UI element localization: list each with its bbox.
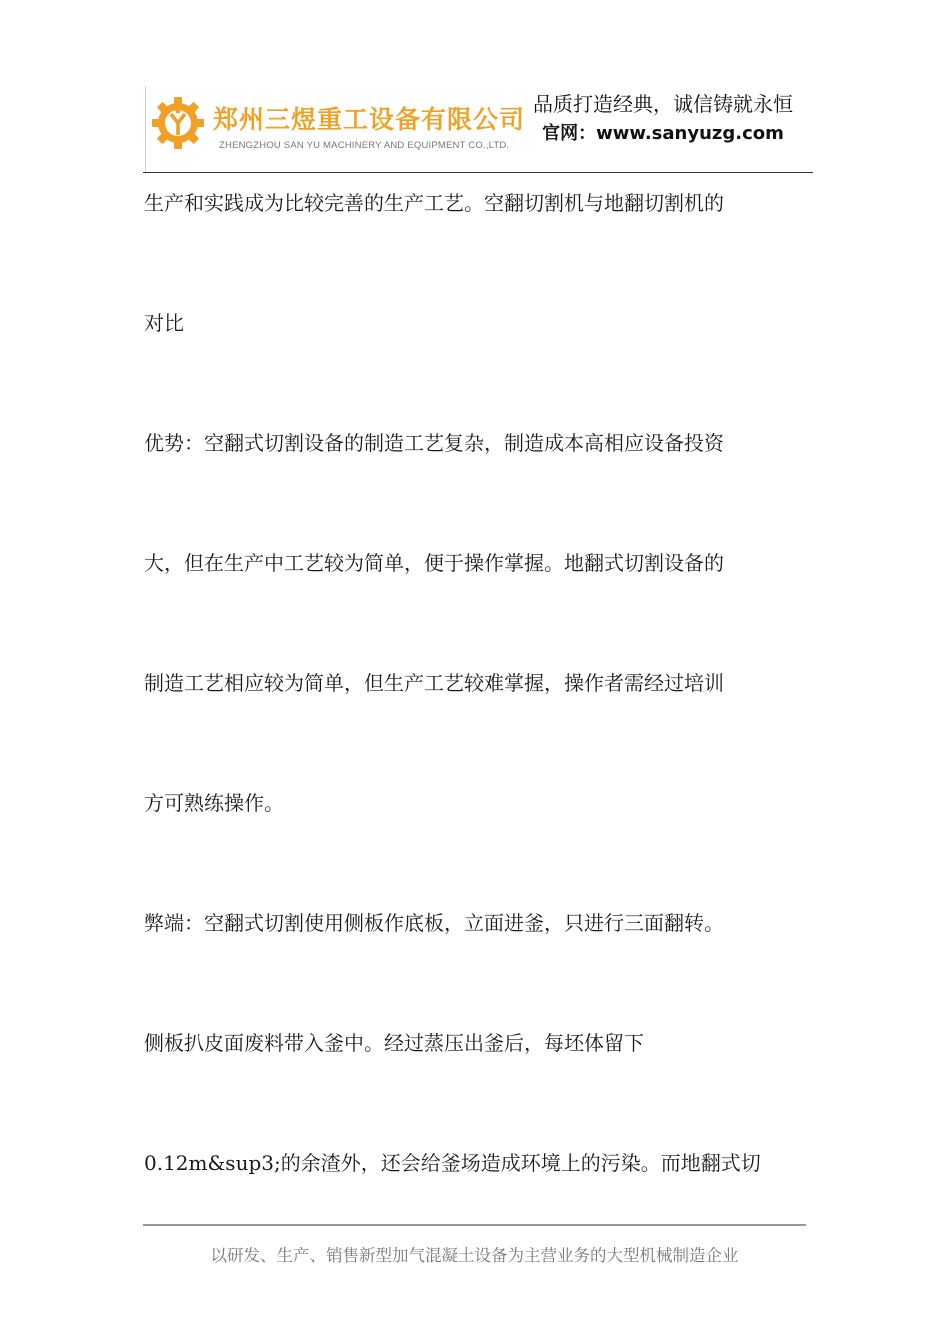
- slogan-text: 品质打造经典，诚信铸就永恒: [533, 92, 793, 116]
- footer-rule: [143, 1224, 806, 1226]
- website-text: 官网：www.sanyuzg.com: [542, 123, 784, 144]
- body-line: 大，但在生产中工艺较为简单，便于操作掌握。地翻式切割设备的: [144, 551, 724, 575]
- body-line: 弊端：空翻式切割使用侧板作底板，立面进釜，只进行三面翻转。: [144, 911, 724, 935]
- page-header: [143, 86, 813, 172]
- body-line: 方可熟练操作。: [144, 791, 284, 815]
- company-name-en: ZHENGZHOU SAN YU MACHINERY AND EQUIPMENT CO.,LTD.: [219, 140, 510, 151]
- company-logo: [143, 86, 526, 172]
- gear-logo-icon: [151, 96, 205, 150]
- document-body: [144, 186, 814, 1266]
- company-name-cn: 郑州三煜重工设备有限公司: [213, 105, 526, 134]
- header-slogan-block: [515, 90, 811, 166]
- body-line: 侧板扒皮面废料带入釜中。经过蒸压出釜后，每坯体留下: [144, 1031, 644, 1055]
- body-line: 生产和实践成为比较完善的生产工艺。空翻切割机与地翻切割机的: [144, 191, 724, 215]
- header-rule: [143, 172, 813, 173]
- body-line: 对比: [144, 311, 184, 335]
- body-line: 优势：空翻式切割设备的制造工艺复杂，制造成本高相应设备投资: [144, 431, 724, 455]
- page-footer: 以研发、生产、销售新型加气混凝土设备为主营业务的大型机械制造企业: [210, 1246, 739, 1265]
- body-line: 0.12m&sup3;的余渣外，还会给釜场造成环境上的污染。而地翻式切: [144, 1151, 761, 1175]
- body-line: 制造工艺相应较为简单，但生产工艺较难掌握，操作者需经过培训: [144, 671, 724, 695]
